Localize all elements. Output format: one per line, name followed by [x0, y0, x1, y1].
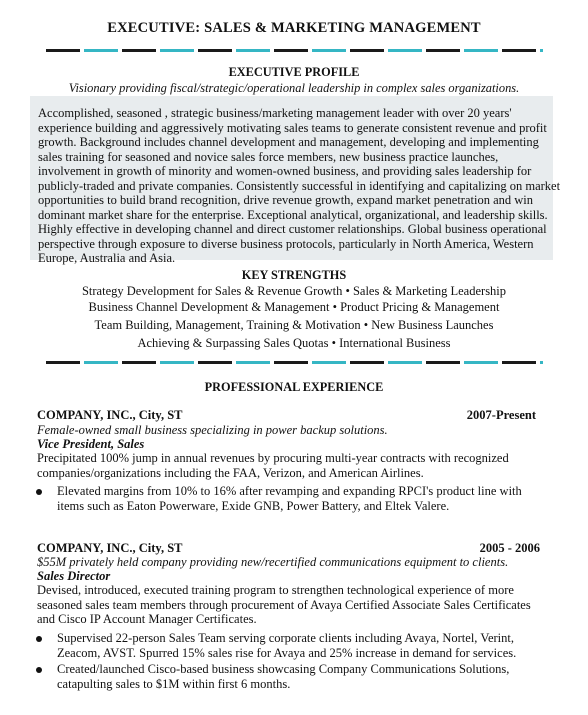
job-bullet-line: Elevated margins from 10% to 16% after revamping and expanding RPCI's product line with [57, 484, 522, 498]
summary-line: sales training for seasoned and novice sales force members, new business practice launches, [38, 149, 499, 164]
job-summary-line: seasoned sales team members through procurement of Avaya Certified Associate Sales Certificates [37, 597, 531, 612]
divider-rule-middle [46, 361, 543, 364]
job-description: $55M privately held company providing new/recertified communications equipment to clients. [37, 555, 509, 569]
summary-line: Highly effective in developing channel and direct customer relationships. Global business operational [38, 222, 547, 236]
summary-line: perspective through exposure to diverse business protocols, particularly in North America, Western [38, 236, 534, 251]
divider-rule-top [46, 49, 543, 52]
profile-heading: EXECUTIVE PROFILE [228, 65, 360, 79]
profile-summary-box [30, 96, 561, 265]
job-dates: 2005 - 2006 [479, 541, 540, 555]
summary-line: dominant market share for the enterprise. Exceptional analytical, organizational, and leadership skills. [38, 207, 548, 222]
summary-line: experience building and aggressively motivating sales teams to generate consistent revenue and profit [38, 120, 547, 135]
strengths-line: Achieving & Surpassing Sales Quotas • International Business [137, 336, 451, 350]
job-description: Female-owned small business specializing in power backup solutions. [37, 423, 388, 437]
job-role: Sales Director [37, 569, 111, 583]
job-bullet-line: Created/launched Cisco-based business showcasing Company Communications Solutions, [57, 662, 510, 676]
bullet-dot [36, 489, 42, 495]
bullet-dot [36, 667, 42, 673]
job-summary-line: Precipitated 100% jump in annual revenues by procuring multi-year contracts with recognized [37, 451, 509, 465]
summary-line: Accomplished, seasoned , strategic business/marketing management leader with over 20 years' [38, 106, 512, 120]
job-company: COMPANY, INC., City, ST [37, 541, 183, 555]
job-summary-line: and Cisco IP Account Manager Certificates. [37, 612, 257, 626]
job-summary-line: companies/organizations including the FAA, Verizon, and American Airlines. [37, 465, 424, 480]
experience-heading: PROFESSIONAL EXPERIENCE [204, 380, 384, 394]
job-company: COMPANY, INC., City, ST [37, 408, 183, 422]
job-bullet-line: Supervised 22-person Sales Team serving corporate clients including Avaya, Nortel, Verint, [57, 631, 515, 645]
strengths-line: Strategy Development for Sales & Revenue Growth • Sales & Marketing Leadership [81, 284, 507, 298]
job-role: Vice President, Sales [37, 437, 145, 451]
summary-line: Europe, Australia and Asia. [38, 251, 176, 265]
job-bullet-line: catapulting sales to $1M within first 6 months. [57, 676, 291, 691]
job-bullet-line: items such as Eaton Powerware, Exide GNB, Power Battery, and Eltek Valere. [57, 498, 450, 513]
resume-title: EXECUTIVE: SALES & MARKETING MANAGEMENT [107, 20, 481, 36]
bullet-dot [36, 636, 42, 642]
job-bullet-line: Zeacom, AVST. Spurred 15% sales rise for Avaya and 25% increase in demand for services. [57, 645, 517, 660]
strengths-line: Team Building, Management, Training & Motivation • New Business Launches [94, 318, 494, 332]
summary-line: involvement in growth of minority and women-owned business, and providing sales leadership for [38, 164, 532, 178]
summary-line: growth. Background includes channel development and management, developing and implementing [38, 135, 539, 149]
profile-tagline: Visionary providing fiscal/strategic/operational leadership in complex sales organizations. [68, 81, 520, 95]
job-summary-line: Devised, introduced, executed training program to strengthen technological experience of more [37, 583, 514, 597]
strengths-heading: KEY STRENGTHS [241, 268, 347, 282]
strengths-line: Business Channel Development & Management • Product Pricing & Management [88, 300, 500, 314]
job-dates: 2007-Present [466, 408, 536, 422]
summary-line: opportunities to build brand recognition, drive revenue growth, expand market penetration and win [38, 193, 534, 207]
summary-line: publicly-traded and private companies. Consistently successful in identifying and capitalizing on market [38, 178, 561, 193]
